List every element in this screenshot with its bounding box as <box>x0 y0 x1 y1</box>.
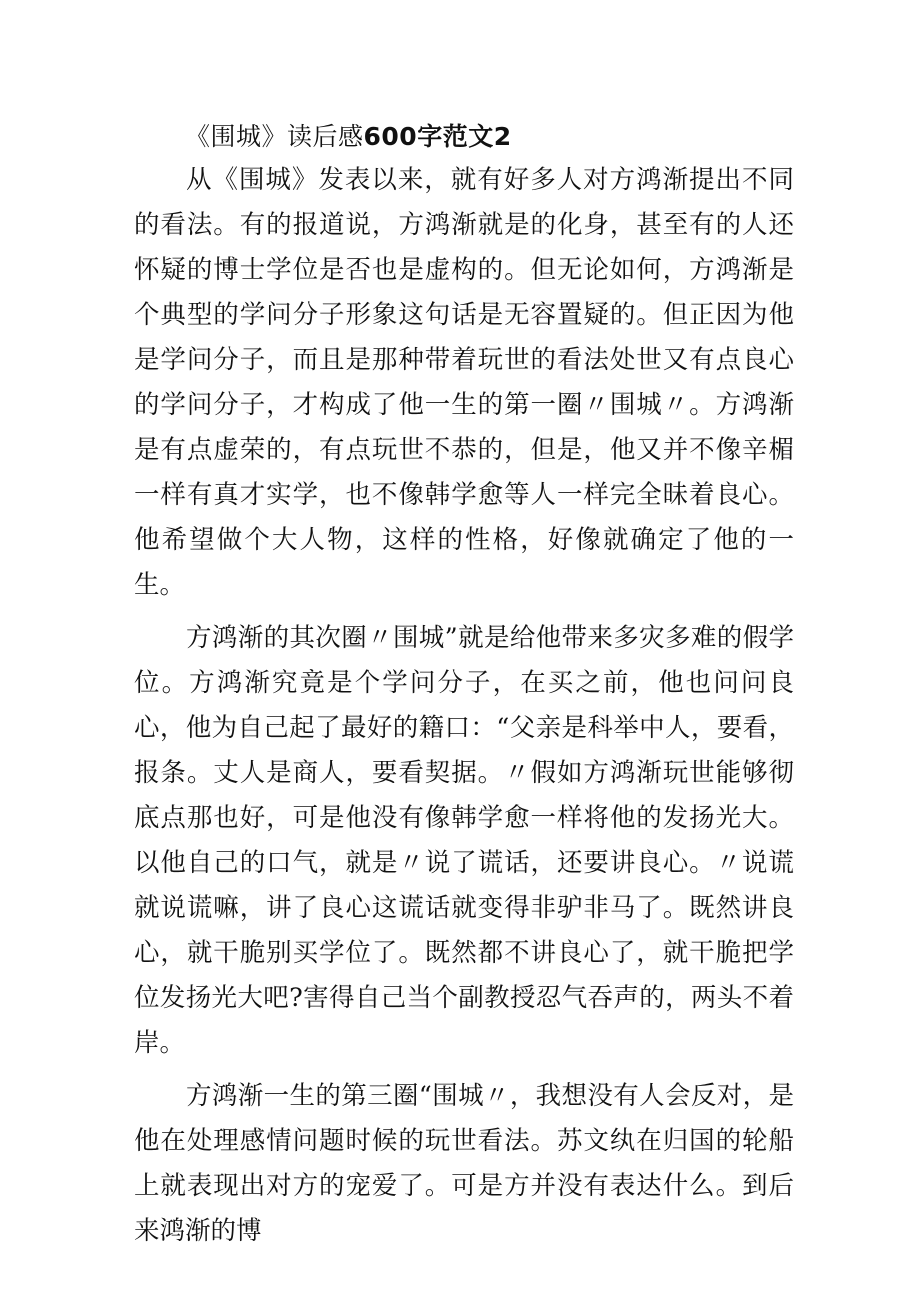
title-number: 600 <box>363 122 418 151</box>
paragraph: 方鸿渐的其次圈〃围城”就是给他带来多灾多难的假学位。方鸿渐究竟是个学问分子，在买之前，他也问问良心，他为自己起了最好的籍口：“父亲是科举中人，要看，报条。丈人是商人，要看契据。〃假如方鸿渐玩世能够彻底点那也好，可是他没有像韩学愈一样将他的发扬光大。以他自己的口气，就是〃说了谎话，还要讲良心。〃说谎就说谎嘛，讲了良心这谎话就变得非驴非马了。既然讲良心，就干脆别买学位了。既然都不讲良心了，就干脆把学位发扬光大吧?害得自己当个副教授忍气吞声的，两头不着岸。 <box>134 623 794 1058</box>
title-prefix: 《围城》读后感 <box>185 122 364 151</box>
document-title <box>185 117 512 153</box>
paragraph: 从《围城》发表以来，就有好多人对方鸿渐提出不同的看法。有的报道说，方鸿渐就是的化身，甚至有的人还怀疑的博士学位是否也是虚构的。但无论如何，方鸿渐是个典型的学问分子形象这句话是无容置疑的。但正因为他是学问分子，而且是那种带着玩世的看法处世又有点良心的学问分子，才构成了他一生的第一圈〃围城〃。方鸿渐是有点虚荣的，有点玩世不恭的，但是，他又并不像辛楣一样有真才实学，也不像韩学愈等人一样完全昧着良心。他希望做个大人物，这样的性格，好像就确定了他的一生。 <box>134 165 794 600</box>
document-body <box>134 158 794 1262</box>
paragraph: 方鸿渐一生的第三圈“围城〃，我想没有人会反对，是他在处理感情问题时候的玩世看法。苏文纨在归国的轮船上就表现出对方的宠爱了。可是方并没有表达什么。到后来鸿渐的博 <box>134 1081 794 1246</box>
title-suffix: 字范文2 <box>417 122 512 151</box>
